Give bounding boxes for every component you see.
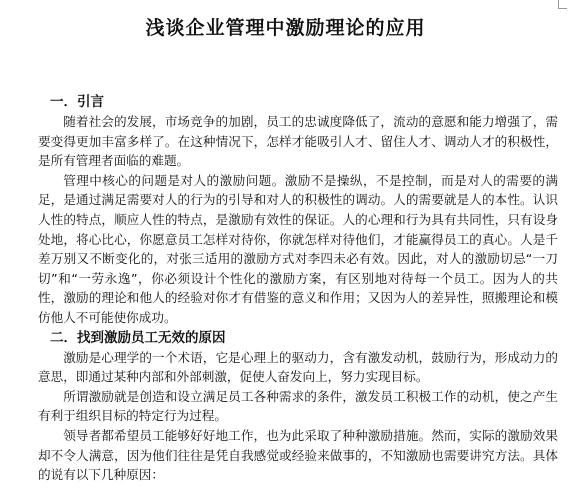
paragraph: 随着社会的发展，市场竞争的加剧，员工的忠诚度降低了，流动的意愿和能力增强了，需要变得更加丰富多样了。在这种情况下，怎样才能吸引人才、留住人才、调动人才的积极性，是所有管理者面临的难题。: [38, 114, 558, 169]
document-body: [38, 92, 558, 485]
page-corner-mark: [558, 0, 567, 9]
paragraph: 所谓激励就是创造和设立满足员工各种需求的条件，激发员工积极工作的动机，使之产生有利于组织目标的特定行为过程。: [38, 388, 558, 424]
section-heading-intro: 一．引言: [50, 94, 104, 110]
paragraph: 管理中核心的问题是对人的激励问题。激励不是操纵，不是控制，而是对人的需要的满足，是通过满足需要对人的行为的引导和对人的积极性的调动。人的需要就是人的本性。认识人性的特点，顺应人性的特点，是激励有效性的保证。人的心理和行为具有共同性，只有设身处地，将心比心，你愿意员工怎样对待你，你就怎样对待他们，才能赢得员工的真心。人是千差万别又不断变化的，对张三适用的激励方式对李四未必有效。因此，对人的激励切忌“一刀切”和“一劳永逸”，你必须设计个性化的激励方案，有区别地对待每一个员工。因为人的共性，激励的理论和他人的经验对你才有借鉴的意义和作用；又因为人的差异性，照搬理论和模仿他人不可能使你成功。: [38, 172, 558, 325]
document-title: 浅谈企业管理中激励理论的应用: [145, 17, 426, 39]
section-heading-reasons: 二．找到激励员工无效的原因: [50, 329, 226, 346]
paragraph: 领导者都希望员工能够好好地工作，也为此采取了种种激励措施。然而，实际的激励效果却不令人满意，因为他们往往是凭自我感觉或经验来做事的，不知激励也需要讲究方法。具体的说有以下几种原因：: [38, 427, 558, 483]
paragraph: 激励是心理学的一个术语，它是心理上的驱动力，含有激发动机，鼓励行为，形成动力的意思，即通过某种内部和外部刺激，促使人奋发向上，努力实现目标。: [38, 349, 558, 385]
